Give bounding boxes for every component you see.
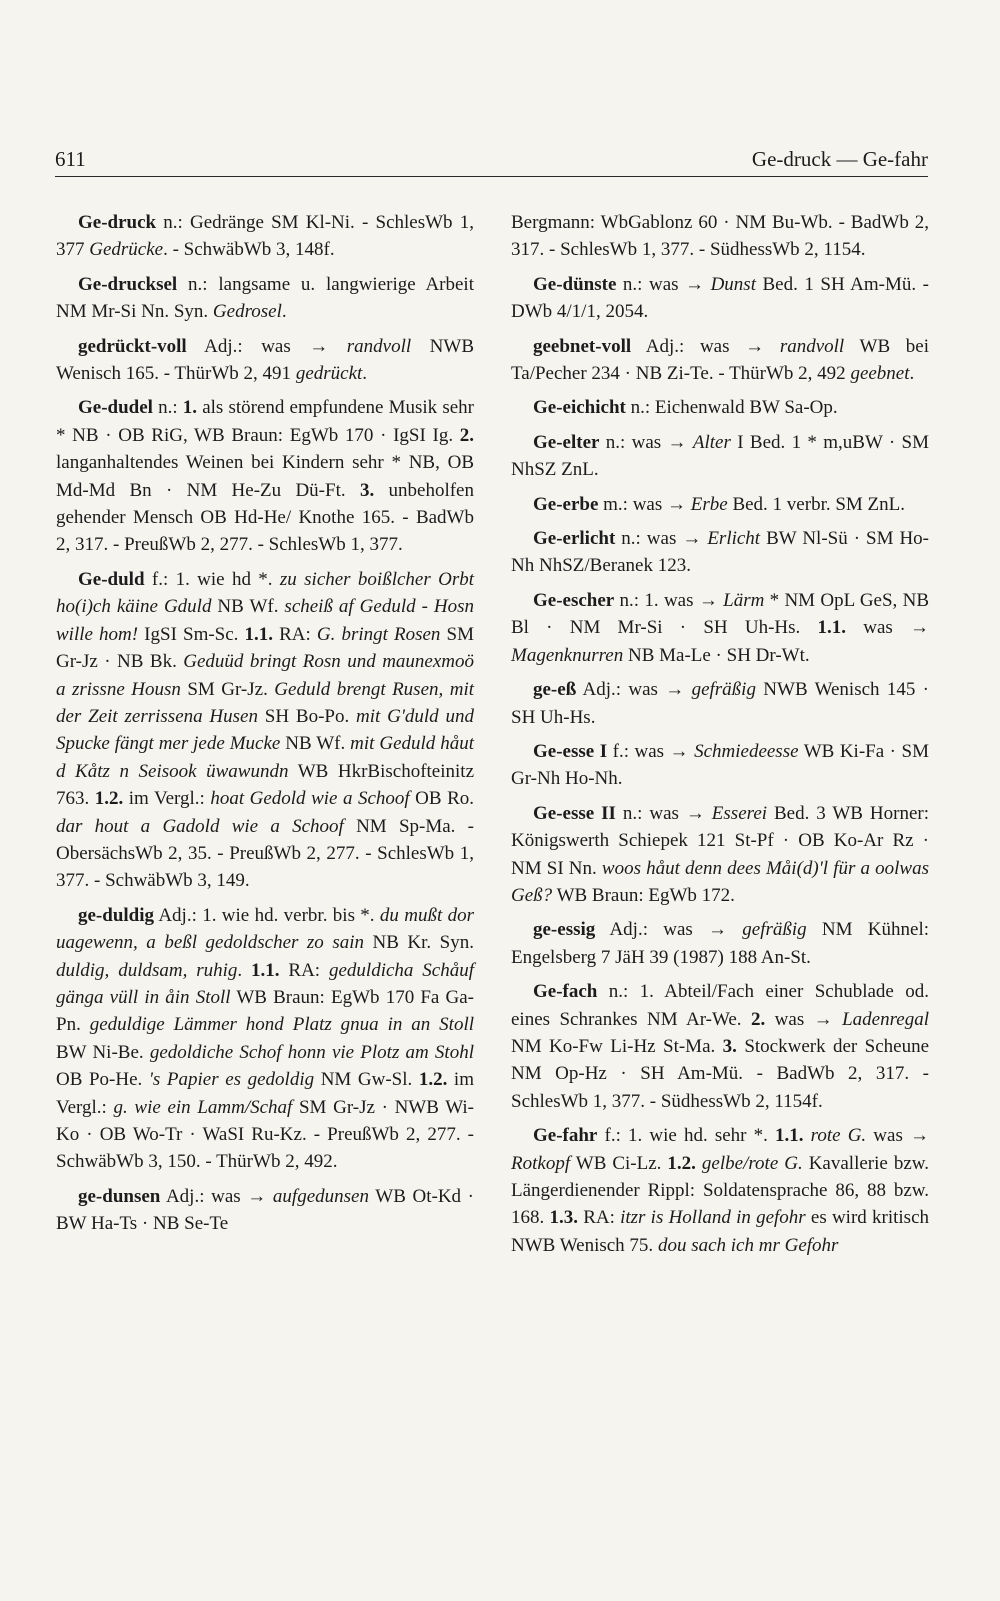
entry-example: randvoll [779, 335, 845, 357]
entry-example: geduldige Lämmer hond Platz gnua in an Stoll [89, 1014, 474, 1036]
entry-text: SM Gr-Jz. [180, 678, 275, 700]
entry-headword: Ge-drucksel [78, 273, 178, 295]
entry-headword: ge-dunsen [78, 1185, 161, 1207]
entry-example: Lärm [723, 589, 765, 611]
entry-text: IgSI Sm-Sc. [138, 623, 245, 645]
entry-text: WB Ki-Fa · SM Gr-Nh Ho-Nh. [511, 740, 929, 790]
entry-headword: ge-eß [533, 679, 577, 701]
entry-headword: ge-essig [533, 919, 596, 941]
page-header [55, 146, 928, 176]
entry-example: woos håut denn dees Måi(d)'l für a oolwas Geß? [511, 857, 929, 906]
entry-example: Alter [692, 431, 731, 453]
entry-text: Bed. 1 verbr. SM ZnL. [727, 493, 906, 515]
entry-text: im Vergl.: [123, 788, 211, 810]
entry-text: Adj.: 1. wie hd. verbr. bis *. [154, 904, 380, 926]
entry-example: Gedrücke [89, 239, 164, 261]
page-number: 611 [55, 147, 86, 171]
entry-text: n.: Gedränge SM Kl-Ni. - SchlesWb 1, 377 [56, 212, 474, 261]
entry-text: . [909, 363, 915, 385]
entry-example: scheiß af Geduld - Hosn wille hom! [56, 596, 474, 645]
entry-text: n.: was → [615, 528, 708, 550]
entry-text: NM Ko-Fw Li-Hz St-Ma. [511, 1035, 723, 1057]
entry-example: rote G. [810, 1125, 867, 1147]
dictionary-entry [511, 394, 929, 421]
entry-text: NB Kr. Syn. [364, 932, 474, 954]
entry-headword: gedrückt-voll [78, 335, 187, 357]
entry-headword: Ge-elter [533, 431, 600, 453]
entry-text: was → [846, 617, 929, 639]
entry-example: gedrückt [295, 363, 363, 385]
entry-text: Adj.: was → [160, 1185, 273, 1207]
entry-example: geebnet [850, 363, 910, 385]
dictionary-entry [511, 525, 929, 580]
entry-text: 1.1. [244, 623, 274, 645]
entry-text: SM Gr-Jz · NWB Wi-Ko · OB Wo-Tr · WaSI Ru-Kz. - PreußWb 2, 277. - SchwäbWb 3, 150. - ThürWb 2, 492. [56, 1096, 474, 1173]
dictionary-entry [56, 209, 474, 264]
entry-text: RA: [279, 959, 329, 981]
entry-text: 3. [722, 1035, 737, 1057]
entry-headword: Ge-erlicht [533, 528, 616, 550]
entry-text: NM Sp-Ma. - ObersächsWb 2, 35. - PreußWb 2, 277. - SchlesWb 1, 377. - SchwäbWb 3, 149. [56, 815, 474, 892]
entry-headword: Ge-eichicht [533, 397, 626, 419]
entry-text: . - SchwäbWb 3, 148f. [163, 239, 335, 261]
dictionary-entry [56, 902, 474, 1176]
entry-text: OB Ro. [409, 788, 474, 810]
entry-text: n.: 1. was → [614, 589, 724, 611]
entry-example: Magenknurren [511, 644, 624, 666]
entry-text: was → [866, 1125, 929, 1147]
entry-example: du mußt dor uagewenn, a beßl gedoldscher zo sain [56, 904, 474, 954]
dictionary-entry [511, 209, 929, 264]
entry-text: n.: 1. Abteil/Fach einer Schublade od. eines Schrankes NM Ar-We. [511, 981, 929, 1030]
entry-text: f.: 1. wie hd. sehr *. [597, 1125, 776, 1147]
entry-text: BW Nl-Sü · SM Ho-Nh NhSZ/Beranek 123. [511, 528, 930, 577]
entry-example: gefräßig [742, 919, 807, 941]
entry-text: n.: [152, 397, 183, 419]
entry-text: BW Ni-Be. [56, 1041, 150, 1063]
dictionary-entry [56, 394, 474, 558]
entry-text: 1. [182, 397, 198, 419]
entry-example: gedoldiche Schof honn vie Plotz am Stohl [149, 1041, 474, 1063]
entry-text: Adj.: was → [186, 335, 347, 357]
entry-example: Rotkopf [511, 1152, 571, 1174]
dictionary-entry [511, 271, 929, 326]
header-rule [55, 176, 928, 177]
entry-headword: Ge-esse I [533, 740, 608, 762]
entry-example: mit G'duld und Spucke fängt mer jede Mucke [56, 705, 474, 755]
entry-example: aufgedunsen [272, 1185, 369, 1207]
dictionary-entry [56, 271, 474, 326]
entry-text: NB Wf. [280, 733, 351, 755]
entry-example: Schmiedeesse [694, 740, 799, 762]
entry-text: Adj.: was → [595, 919, 743, 941]
entry-text: 1.2. [94, 788, 124, 810]
dictionary-entry [511, 491, 929, 518]
running-head: Ge-druck — Ge-fahr [751, 147, 928, 171]
dictionary-entry [511, 429, 929, 484]
entry-text: 1.1. [251, 959, 280, 981]
entry-text: SM Gr-Jz · NB Bk. [56, 623, 474, 673]
entry-text: f.: was → [607, 740, 695, 762]
entry-text: NB Ma-Le · SH Dr-Wt. [623, 644, 810, 666]
entry-example: dar hout a Gadold wie a Schoof [56, 815, 344, 837]
entry-headword: Ge-esse II [533, 802, 616, 824]
entry-example: Erbe [690, 493, 728, 515]
entry-text: im Vergl.: [56, 1069, 474, 1118]
entry-example: Erlicht [707, 528, 761, 550]
entry-text: n.: was → [599, 431, 693, 453]
dictionary-entry [511, 978, 929, 1115]
entry-text: Stockwerk der Scheune NM Op-Hz · SH Am-Mü. - BadWb 2, 317. - SchlesWb 1, 377. - SüdhessWb 2, 1154f. [511, 1035, 930, 1112]
entry-text: f.: 1. wie hd *. [144, 568, 280, 590]
entry-text: unbeholfen gehender Mensch OB Hd-He/ Knothe 165. - BadWb 2, 317. - PreußWb 2, 277. - SchlesWb 1, 377. [56, 479, 474, 556]
entry-text: . [237, 959, 252, 981]
entry-example: duldig, duldsam, ruhig [56, 959, 238, 981]
entry-text: Bergmann: WbGablonz 60 · NM Bu-Wb. - BadWb 2, 317. - SchlesWb 1, 377. - SüdhessWb 2, 1154. [511, 212, 929, 261]
entry-text: m.: was → [598, 493, 691, 515]
entry-headword: Ge-fach [533, 981, 598, 1003]
entry-headword: Ge-erbe [533, 493, 599, 515]
entry-text: RA: [577, 1207, 621, 1229]
dictionary-entry [511, 916, 929, 971]
entry-text: Kavallerie bzw. Längerdienender Rippl: Soldatensprache 86, 88 bzw. 168. [511, 1152, 929, 1229]
entry-example: Ladenregal [842, 1008, 929, 1030]
entry-example: Gedrosel [212, 301, 282, 323]
entry-text: n.: was → [616, 273, 711, 295]
entry-text: 1.2. [667, 1152, 696, 1174]
entry-text: langanhaltendes Weinen bei Kindern sehr * NB, OB Md-Md Bn · NM He-Zu Dü-Ft. [56, 452, 474, 501]
entry-text: RA: [273, 623, 317, 645]
entry-headword: Ge-druck [78, 212, 157, 233]
dictionary-entry [511, 676, 929, 731]
entry-example: Dunst [710, 273, 756, 295]
entry-text [804, 1125, 811, 1146]
entry-text: NWB Wenisch 145 · SH Uh-Hs. [511, 679, 930, 728]
entry-example: hoat Gedold wie a Schoof [210, 788, 410, 810]
entry-example: randvoll [346, 335, 412, 357]
entry-text: 1.1. [817, 617, 846, 639]
entry-text: NM Kühnel: Engelsberg 7 JäH 39 (1987) 188 An-St. [511, 919, 930, 968]
dictionary-entry [56, 333, 474, 388]
dictionary-entry [511, 587, 929, 669]
entry-headword: Ge-dudel [78, 397, 153, 419]
entry-text: es wird kritisch NWB Wenisch 75. [511, 1207, 929, 1256]
entry-text: NWB Wenisch 165. - ThürWb 2, 491 [56, 335, 475, 385]
entry-headword: Ge-dünste [533, 273, 617, 295]
entry-text: n.: langsame u. langwierige Arbeit NM Mr-Si Nn. Syn. [56, 273, 474, 323]
entry-example: Geduld brengt Rusen, mit der Zeit zerrissena Husen [56, 678, 474, 727]
entry-text: 2. [751, 1008, 766, 1030]
entry-example: Geduüd bringt Rosn und maunexmoö a zrissne Housn [56, 651, 475, 700]
entry-example: G. bringt Rosen [316, 623, 441, 645]
entry-headword: Ge-escher [533, 589, 615, 611]
entry-text: 1.3. [549, 1207, 578, 1229]
entry-example: mit Geduld håut d Kåtz n Seisook üwawundn [56, 733, 474, 782]
dictionary-entry [56, 566, 474, 895]
entry-text: NB Wf. [211, 596, 285, 618]
entry-text: WB bei Ta/Pecher 234 · NB Zi-Te. - ThürWb 2, 492 [511, 335, 929, 385]
entry-example: Esserei [711, 802, 768, 824]
entry-example: geduldicha Schåuf gänga vüll in åin Stoll [56, 959, 475, 1008]
entry-text: Adj.: was → [576, 679, 692, 701]
entry-example: 's Papier es gedoldig [148, 1069, 315, 1091]
entry-text: . [281, 301, 287, 323]
dictionary-entry [511, 1122, 929, 1259]
entry-text: 1.1. [775, 1125, 804, 1147]
entry-example: zu sicher boißlcher Orbt ho(i)ch käine Gduld [56, 568, 474, 618]
dictionary-entry [511, 333, 929, 388]
entry-text: 3. [359, 479, 375, 501]
entry-example: g. wie ein Lamm/Schaf [113, 1096, 293, 1118]
entry-text: Adj.: was → [631, 335, 780, 357]
entry-example: gefräßig [691, 679, 756, 701]
dictionary-entry [56, 1183, 474, 1238]
dictionary-entry [511, 800, 929, 910]
entry-example: itzr is Holland in gefohr [620, 1207, 806, 1229]
entry-text: was → [765, 1008, 843, 1030]
entry-text: * NM OpL GeS, NB Bl · NM Mr-Si · SH Uh-Hs. [511, 589, 930, 639]
entry-example: dou sach ich mr Gefohr [657, 1234, 839, 1256]
entry-headword: Ge-duld [78, 568, 145, 590]
entry-text: I Bed. 1 * m,uBW · SM NhSZ ZnL. [511, 431, 930, 481]
entry-text: Bed. 3 WB Horner: Königswerth Schiepek 121 St-Pf · OB Ko-Ar Rz · NM SI Nn. [511, 802, 930, 879]
entry-text: n.: was → [615, 802, 712, 824]
left-column [56, 209, 474, 1245]
entry-text: WB HkrBischofteinitz 763. [56, 760, 475, 810]
entry-headword: ge-duldig [78, 904, 155, 926]
entry-text: 2. [459, 424, 474, 446]
entry-text: WB Ci-Lz. [570, 1152, 668, 1174]
dictionary-entry [511, 738, 929, 793]
entry-text: als störend empfundene Musik sehr * NB · OB RiG, WB Braun: EgWb 170 · IgSI Ig. [56, 397, 474, 446]
entry-text: Bed. 1 SH Am-Mü. - DWb 4/1/1, 2054. [511, 273, 929, 323]
entry-headword: Ge-fahr [533, 1125, 598, 1147]
entry-headword: geebnet-voll [533, 335, 632, 357]
entry-text: n.: Eichenwald BW Sa-Op. [625, 397, 838, 419]
entry-text: WB Braun: EgWb 172. [552, 884, 735, 906]
right-column [511, 209, 929, 1266]
entry-text: . [362, 363, 368, 385]
entry-text: WB Braun: EgWb 170 Fa Ga-Pn. [56, 986, 474, 1036]
entry-text: NM Gw-Sl. [314, 1069, 419, 1091]
entry-text: WB Ot-Kd · BW Ha-Ts · NB Se-Te [56, 1185, 475, 1235]
entry-text: OB Po-He. [56, 1069, 149, 1091]
entry-text: SH Bo-Po. [257, 705, 357, 727]
entry-example: gelbe/rote G. [701, 1152, 803, 1174]
entry-text: 1.2. [418, 1069, 448, 1091]
